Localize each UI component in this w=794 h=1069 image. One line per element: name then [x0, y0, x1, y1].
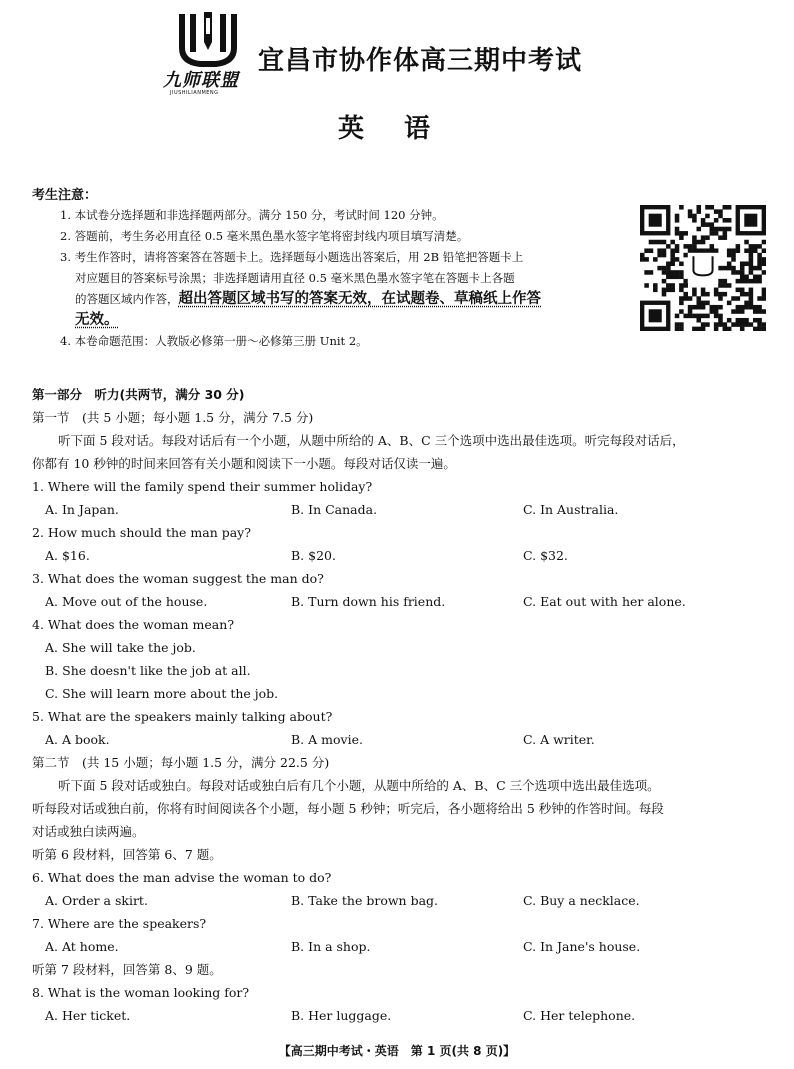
- notice-item-3-tail: 的答题区域内作答，: [75, 292, 179, 306]
- q3-option-c: C. Eat out with her alone.: [523, 594, 686, 609]
- section2-instruction-2: 听每段对话或独白前，你将有时间阅读各个小题，每小题 5 秒钟；听完后，各小题将给出 5 秒钟的作答时间。每段: [32, 801, 664, 816]
- notice-item-3-end: [60, 310, 635, 331]
- q7-option-b: B. In a shop.: [291, 939, 371, 954]
- q5-option-c: C. A writer.: [523, 732, 595, 747]
- q3-option-a: A. Move out of the house.: [45, 594, 208, 609]
- notice-item-3-cont: 对应题目的答案标号涂黑；非选择题请用直径 0.5 毫米黑色墨水签字笔在答题卡上各题: [75, 271, 515, 285]
- q6-option-c: C. Buy a necklace.: [523, 893, 640, 908]
- material-7-note: 听第 7 段材料，回答第 8、9 题。: [32, 962, 222, 977]
- q6-option-a: A. Order a skirt.: [45, 893, 148, 908]
- q5-option-b: B. A movie.: [291, 732, 363, 747]
- qr-code: [640, 205, 766, 331]
- listening-part: [32, 383, 772, 1027]
- q5-option-a: A. A book.: [45, 732, 110, 747]
- question-6-options: [32, 889, 772, 912]
- exam-title: 宜昌市协作体高三期中考试: [258, 46, 583, 76]
- question-3: 3. What does the woman suggest the man do?: [32, 571, 324, 586]
- notice-warning: 超出答题区域书写的答案无效，在试题卷、草稿纸上作答: [178, 291, 541, 307]
- question-8: 8. What is the woman looking for?: [32, 985, 250, 1000]
- notice-item-1: 1. 本试卷分选择题和非选择题两部分。满分 150 分，考试时间 120 分钟。: [60, 208, 444, 222]
- notice-list: [60, 205, 635, 352]
- q8-option-a: A. Her ticket.: [45, 1008, 131, 1023]
- question-1-options: [32, 498, 772, 521]
- logo-subtext: JIUSHILIANMENG: [170, 90, 219, 96]
- question-2: 2. How much should the man pay?: [32, 525, 251, 540]
- logo-text: 九师联盟: [163, 70, 239, 91]
- section2-instruction-3: 对话或独白读两遍。: [32, 824, 145, 839]
- section1-heading: 第一节 (共 5 小题；每小题 1.5 分，满分 7.5 分): [32, 410, 314, 425]
- material-6-note: 听第 6 段材料，回答第 6、7 题。: [32, 847, 222, 862]
- section1-instruction-2: 你都有 10 秒钟的时间来回答有关小题和阅读下一小题。每段对话仅读一遍。: [32, 456, 456, 471]
- question-2-options: [32, 544, 772, 567]
- notice-item-2: 2. 答题前，考生务必用直径 0.5 毫米黑色墨水签字笔将密封线内项目填写清楚。: [60, 229, 469, 243]
- q8-option-c: C. Her telephone.: [523, 1008, 636, 1023]
- q1-option-b: B. In Canada.: [291, 502, 378, 517]
- question-8-options: [32, 1004, 772, 1027]
- q4-option-a: A. She will take the job.: [45, 640, 196, 655]
- q4-option-c: C. She will learn more about the job.: [45, 686, 279, 701]
- section2-heading: 第二节 (共 15 小题；每小题 1.5 分，满分 22.5 分): [32, 755, 330, 770]
- q2-option-c: C. $32.: [523, 548, 568, 563]
- section2-instruction-1: 听下面 5 段对话或独白。每段对话或独白后有几个小题，从题中所给的 A、B、C 三个选项中选出最佳选项。: [58, 778, 660, 793]
- page-footer: 【高三期中考试・英语 第 1 页(共 8 页)】: [278, 1044, 516, 1058]
- q7-option-c: C. In Jane's house.: [523, 939, 641, 954]
- notice-item-3: 3. 考生作答时，请将答案答在答题卡上。选择题每小题选出答案后，用 2B 铅笔把答题卡上: [60, 250, 524, 264]
- q2-option-b: B. $20.: [291, 548, 336, 563]
- subject-title: 英语: [338, 114, 471, 144]
- q1-option-c: C. In Australia.: [523, 502, 619, 517]
- question-1: 1. Where will the family spend their summer holiday?: [32, 479, 373, 494]
- notice-warning-end: 无效。: [75, 312, 119, 328]
- question-4: 4. What does the woman mean?: [32, 617, 235, 632]
- question-5: 5. What are the speakers mainly talking about?: [32, 709, 333, 724]
- notice-item-3-cont2: [60, 289, 635, 310]
- question-7-options: [32, 935, 772, 958]
- q4-option-b: B. She doesn't like the job at all.: [45, 663, 251, 678]
- q7-option-a: A. At home.: [45, 939, 119, 954]
- question-7: 7. Where are the speakers?: [32, 916, 207, 931]
- q8-option-b: B. Her luggage.: [291, 1008, 392, 1023]
- notice-item-4: 4. 本卷命题范围：人教版必修第一册～必修第三册 Unit 2。: [60, 334, 368, 348]
- q3-option-b: B. Turn down his friend.: [291, 594, 446, 609]
- question-3-options: [32, 590, 772, 613]
- question-6: 6. What does the man advise the woman to do?: [32, 870, 332, 885]
- q1-option-a: A. In Japan.: [45, 502, 119, 517]
- part1-heading: 第一部分 听力(共两节，满分 30 分): [32, 387, 245, 402]
- q6-option-b: B. Take the brown bag.: [291, 893, 438, 908]
- q2-option-a: A. $16.: [45, 548, 90, 563]
- question-5-options: [32, 728, 772, 751]
- notice-heading: 考生注意：: [32, 188, 98, 203]
- section1-instruction-1: 听下面 5 段对话。每段对话后有一个小题，从题中所给的 A、B、C 三个选项中选出最佳选项。听完每段对话后，: [58, 433, 685, 448]
